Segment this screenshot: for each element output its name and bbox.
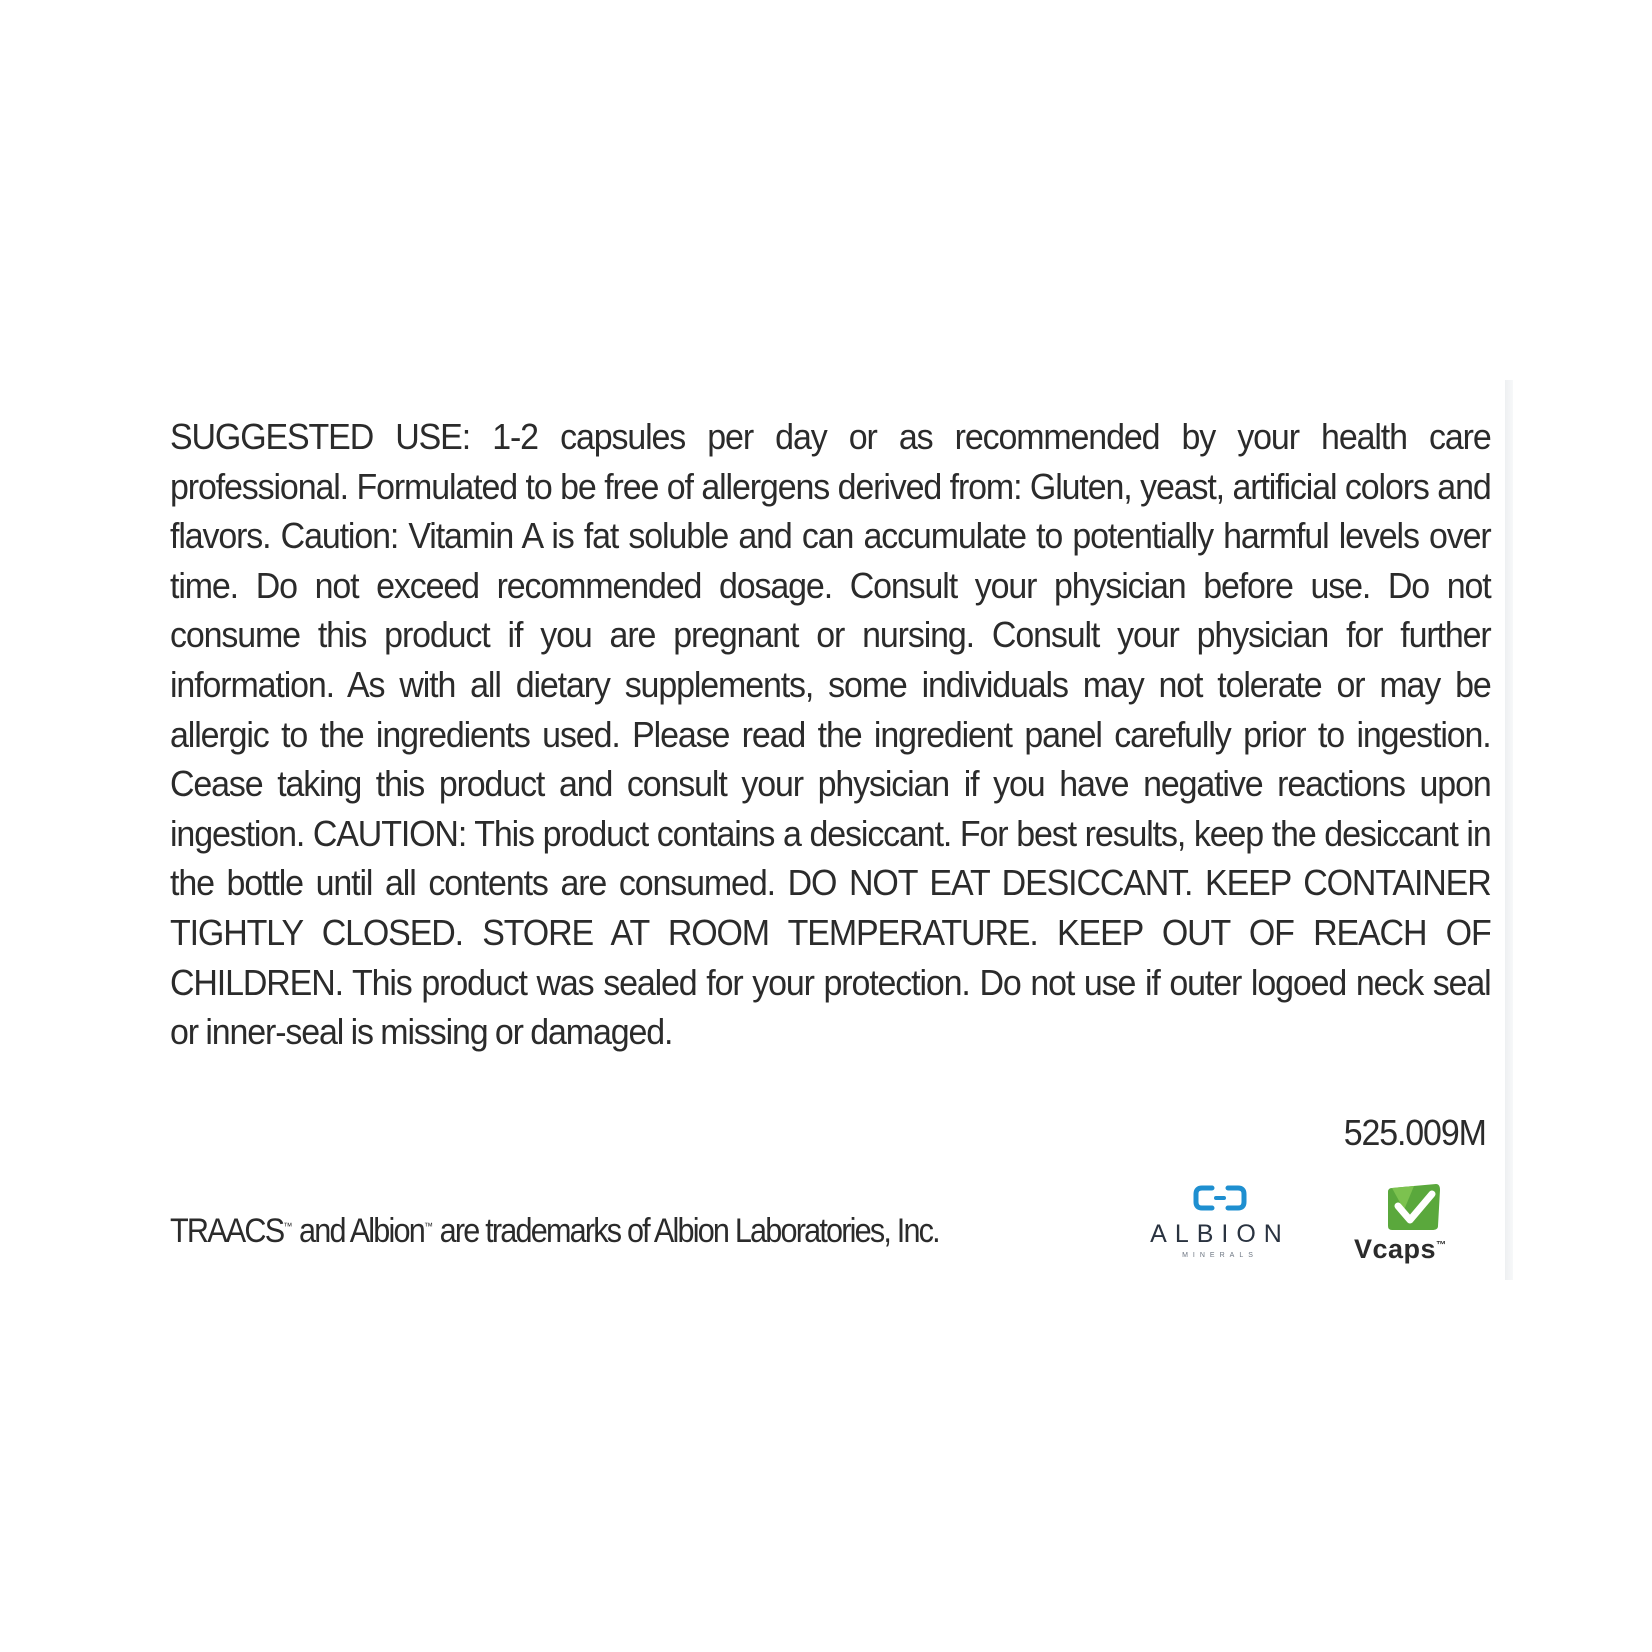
minerals-wordmark: MINERALS — [1182, 1252, 1258, 1259]
suggested-use-paragraph: SUGGESTED USE: 1-2 capsules per day or as recommended by your health care professional. Formulated to be free of allergens derived from: Gluten, yeast, artificial colors and flavors. Caution: Vitamin A is fat soluble and can accumulate to potentially harmful levels over time. Do not exceed recommended dosage. Consult your physician before use. Do not consume this product if you are pregnant or nursing. Consult your physician for further information. As with all dietary supplements, some individuals may not tolerate or may be allergic to the ingredients used. Please read the ingredient panel carefully prior to ingestion. Cease taking this product and consult your physician if you have negative reactions upon ingestion. CAUTION: This product contains a desiccant. For best results, keep the desiccant in the bottle until all contents are consumed. DO NOT EAT DESICCANT. KEEP CONTAINER TIGHTLY CLOSED. STORE AT ROOM TEMPERATURE. KEEP OUT OF REACH OF CHILDREN. This product was sealed for your protection. Do not use if outer logoed neck seal or inner-seal is missing or damaged. — [170, 416, 1491, 1053]
vcaps-trademark-symbol: ™ — [1436, 1240, 1447, 1251]
trademark-rest-text: are trademarks of Albion Laboratories, Inc. — [432, 1212, 939, 1250]
vcaps-logo — [1348, 1180, 1478, 1270]
vcaps-wordmark — [1354, 1234, 1446, 1265]
albion-minerals-logo — [1140, 1170, 1300, 1265]
trademark-notice — [170, 1212, 939, 1251]
traacs-text: TRAACS — [170, 1212, 284, 1250]
panel-edge — [1505, 380, 1513, 1280]
trademark-symbol: ™ — [423, 1221, 433, 1233]
vcaps-text: Vcaps — [1354, 1234, 1437, 1264]
albion-wordmark: ALBION — [1150, 1220, 1290, 1248]
trademark-symbol: ™ — [283, 1221, 293, 1233]
vcaps-leaf-check-icon — [1384, 1180, 1444, 1232]
albion-text: and Albion — [292, 1212, 424, 1250]
albion-chain-icon — [1190, 1178, 1250, 1218]
lot-code: 525.009M — [1343, 1112, 1486, 1153]
